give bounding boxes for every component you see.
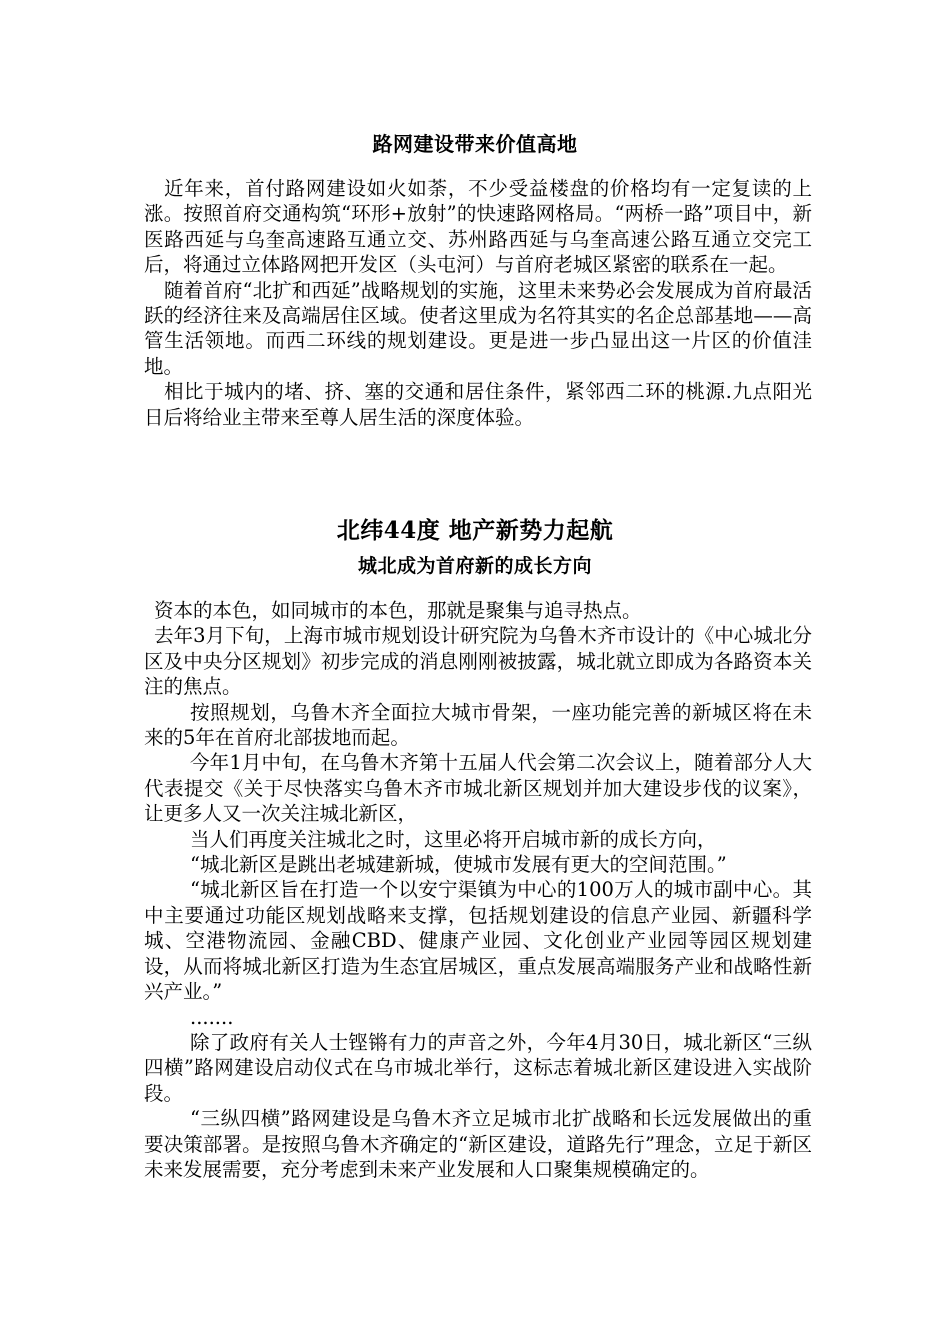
section-body-chengbei [144, 598, 812, 1182]
paragraph: 资本的本色，如同城市的本色，那就是聚集与追寻热点。 [154, 599, 642, 622]
paragraph: 今年1月中旬，在乌鲁木齐第十五届人代会第二次会议上，随着部分人大代表提交《关于尽快落实乌鲁木齐市城北新区规划并加大建设步伐的议案》，让更多人又一次关注城北新区， [144, 751, 812, 826]
paragraph: 近年来，首付路网建设如火如荼，不少受益楼盘的价格均有一定复读的上涨。按照首府交通构筑“环形+放射”的快速路网格局。“两桥一路”项目中，新医路西延与乌奎高速路互通立交、苏州路西延与乌奎高速公路互通立交完工后，将通过立体路网把开发区（头屯河）与首府老城区紧密的联系在一起。 [144, 177, 812, 277]
paragraph: 当人们再度关注城北之时，这里必将开启城市新的成长方向， [190, 827, 717, 851]
paragraph: 随着首府“北扩和西延”战略规划的实施，这里未来势必会发展成为首府最活跃的经济往来及高端居住区域。使者这里成为名符其实的名企总部基地——高管生活领地。而西二环线的规划建设。更是进一步凸显出这一片区的价值洼地。 [144, 278, 812, 378]
section-body-road-network [144, 176, 812, 430]
paragraph: 除了政府有关人士铿锵有力的声音之外，今年4月30日，城北新区“三纵四横”路网建设启动仪式在乌市城北举行，这标志着城北新区建设进入实战阶段。 [144, 1030, 812, 1105]
section-subtitle-chengbei: 城北成为首府新的成长方向 [357, 555, 592, 577]
section-title-north-latitude: 北纬44度 地产新势力起航 [336, 517, 614, 544]
section-title-road-network: 路网建设带来价值高地 [372, 132, 578, 156]
paragraph: “三纵四横”路网建设是乌鲁木齐立足城市北扩战略和长远发展做出的重要决策部署。是按照乌鲁木齐确定的“新区建设，道路先行”理念，立足于新区未来发展需要，充分考虑到未来产业发展和人口聚集规模确定的。 [144, 1107, 812, 1181]
paragraph: “城北新区是跳出老城建新城，使城市发展有更大的空间范围。” [190, 853, 727, 877]
paragraph: 按照规划，乌鲁木齐全面拉大城市骨架，一座功能完善的新城区将在未来的5年在首府北部拔地而起。 [144, 700, 812, 750]
paragraph: 去年3月下旬，上海市城市规划设计研究院为乌鲁木齐市设计的《中心城北分区及中央分区规划》初步完成的消息刚刚被披露，城北就立即成为各路资本关注的焦点。 [144, 624, 812, 699]
paragraph-ellipsis: ....... [190, 1005, 234, 1029]
paragraph: 相比于城内的堵、挤、塞的交通和居住条件，紧邻西二环的桃源.九点阳光日后将给业主带来至尊人居生活的深度体验。 [144, 380, 812, 429]
paragraph: “城北新区旨在打造一个以安宁渠镇为中心的100万人的城市副中心。其中主要通过功能区规划战略来支撑，包括规划建设的信息产业园、新疆科学城、空港物流园、金融CBD、健康产业园、文化创业产业园等园区规划建设，从而将城北新区打造为生态宜居城区，重点发展高端服务产业和战略性新兴产业。” [144, 878, 812, 1004]
